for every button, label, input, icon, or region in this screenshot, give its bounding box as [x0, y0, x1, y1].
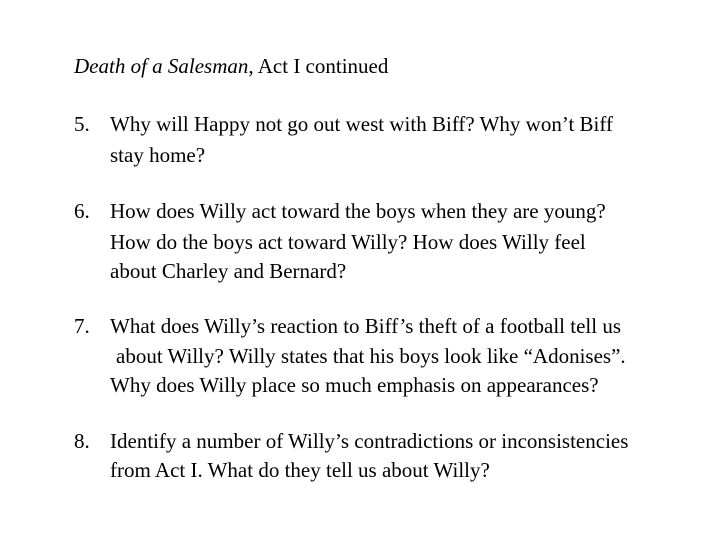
question-line: from Act I. What do they tell us about Willy? [110, 458, 490, 482]
book-title: Death of a Salesman [74, 54, 249, 78]
question-line: stay home? [110, 143, 206, 167]
question-number: 6. [74, 199, 90, 223]
question-line: about Willy? Willy states that his boys look like “Adonises”. [116, 344, 626, 368]
question-line: Identify a number of Willy’s contradictions or inconsistencies [110, 429, 629, 453]
question-line: How do the boys act toward Willy? How does Willy feel [110, 230, 586, 254]
question-line: What does Willy’s reaction to Biff’s theft of a football tell us [110, 314, 622, 338]
question-line: Why will Happy not go out west with Biff? Why won’t Biff [110, 112, 613, 136]
question-line: about Charley and Bernard? [110, 259, 347, 283]
question-number: 7. [74, 314, 90, 338]
slide-title [74, 52, 388, 80]
question-line: How does Willy act toward the boys when they are young? [110, 199, 606, 223]
question-line: Why does Willy place so much emphasis on appearances? [110, 373, 599, 397]
title-suffix: , Act I continued [248, 54, 389, 78]
question-number: 5. [74, 112, 90, 136]
question-number: 8. [74, 429, 90, 453]
